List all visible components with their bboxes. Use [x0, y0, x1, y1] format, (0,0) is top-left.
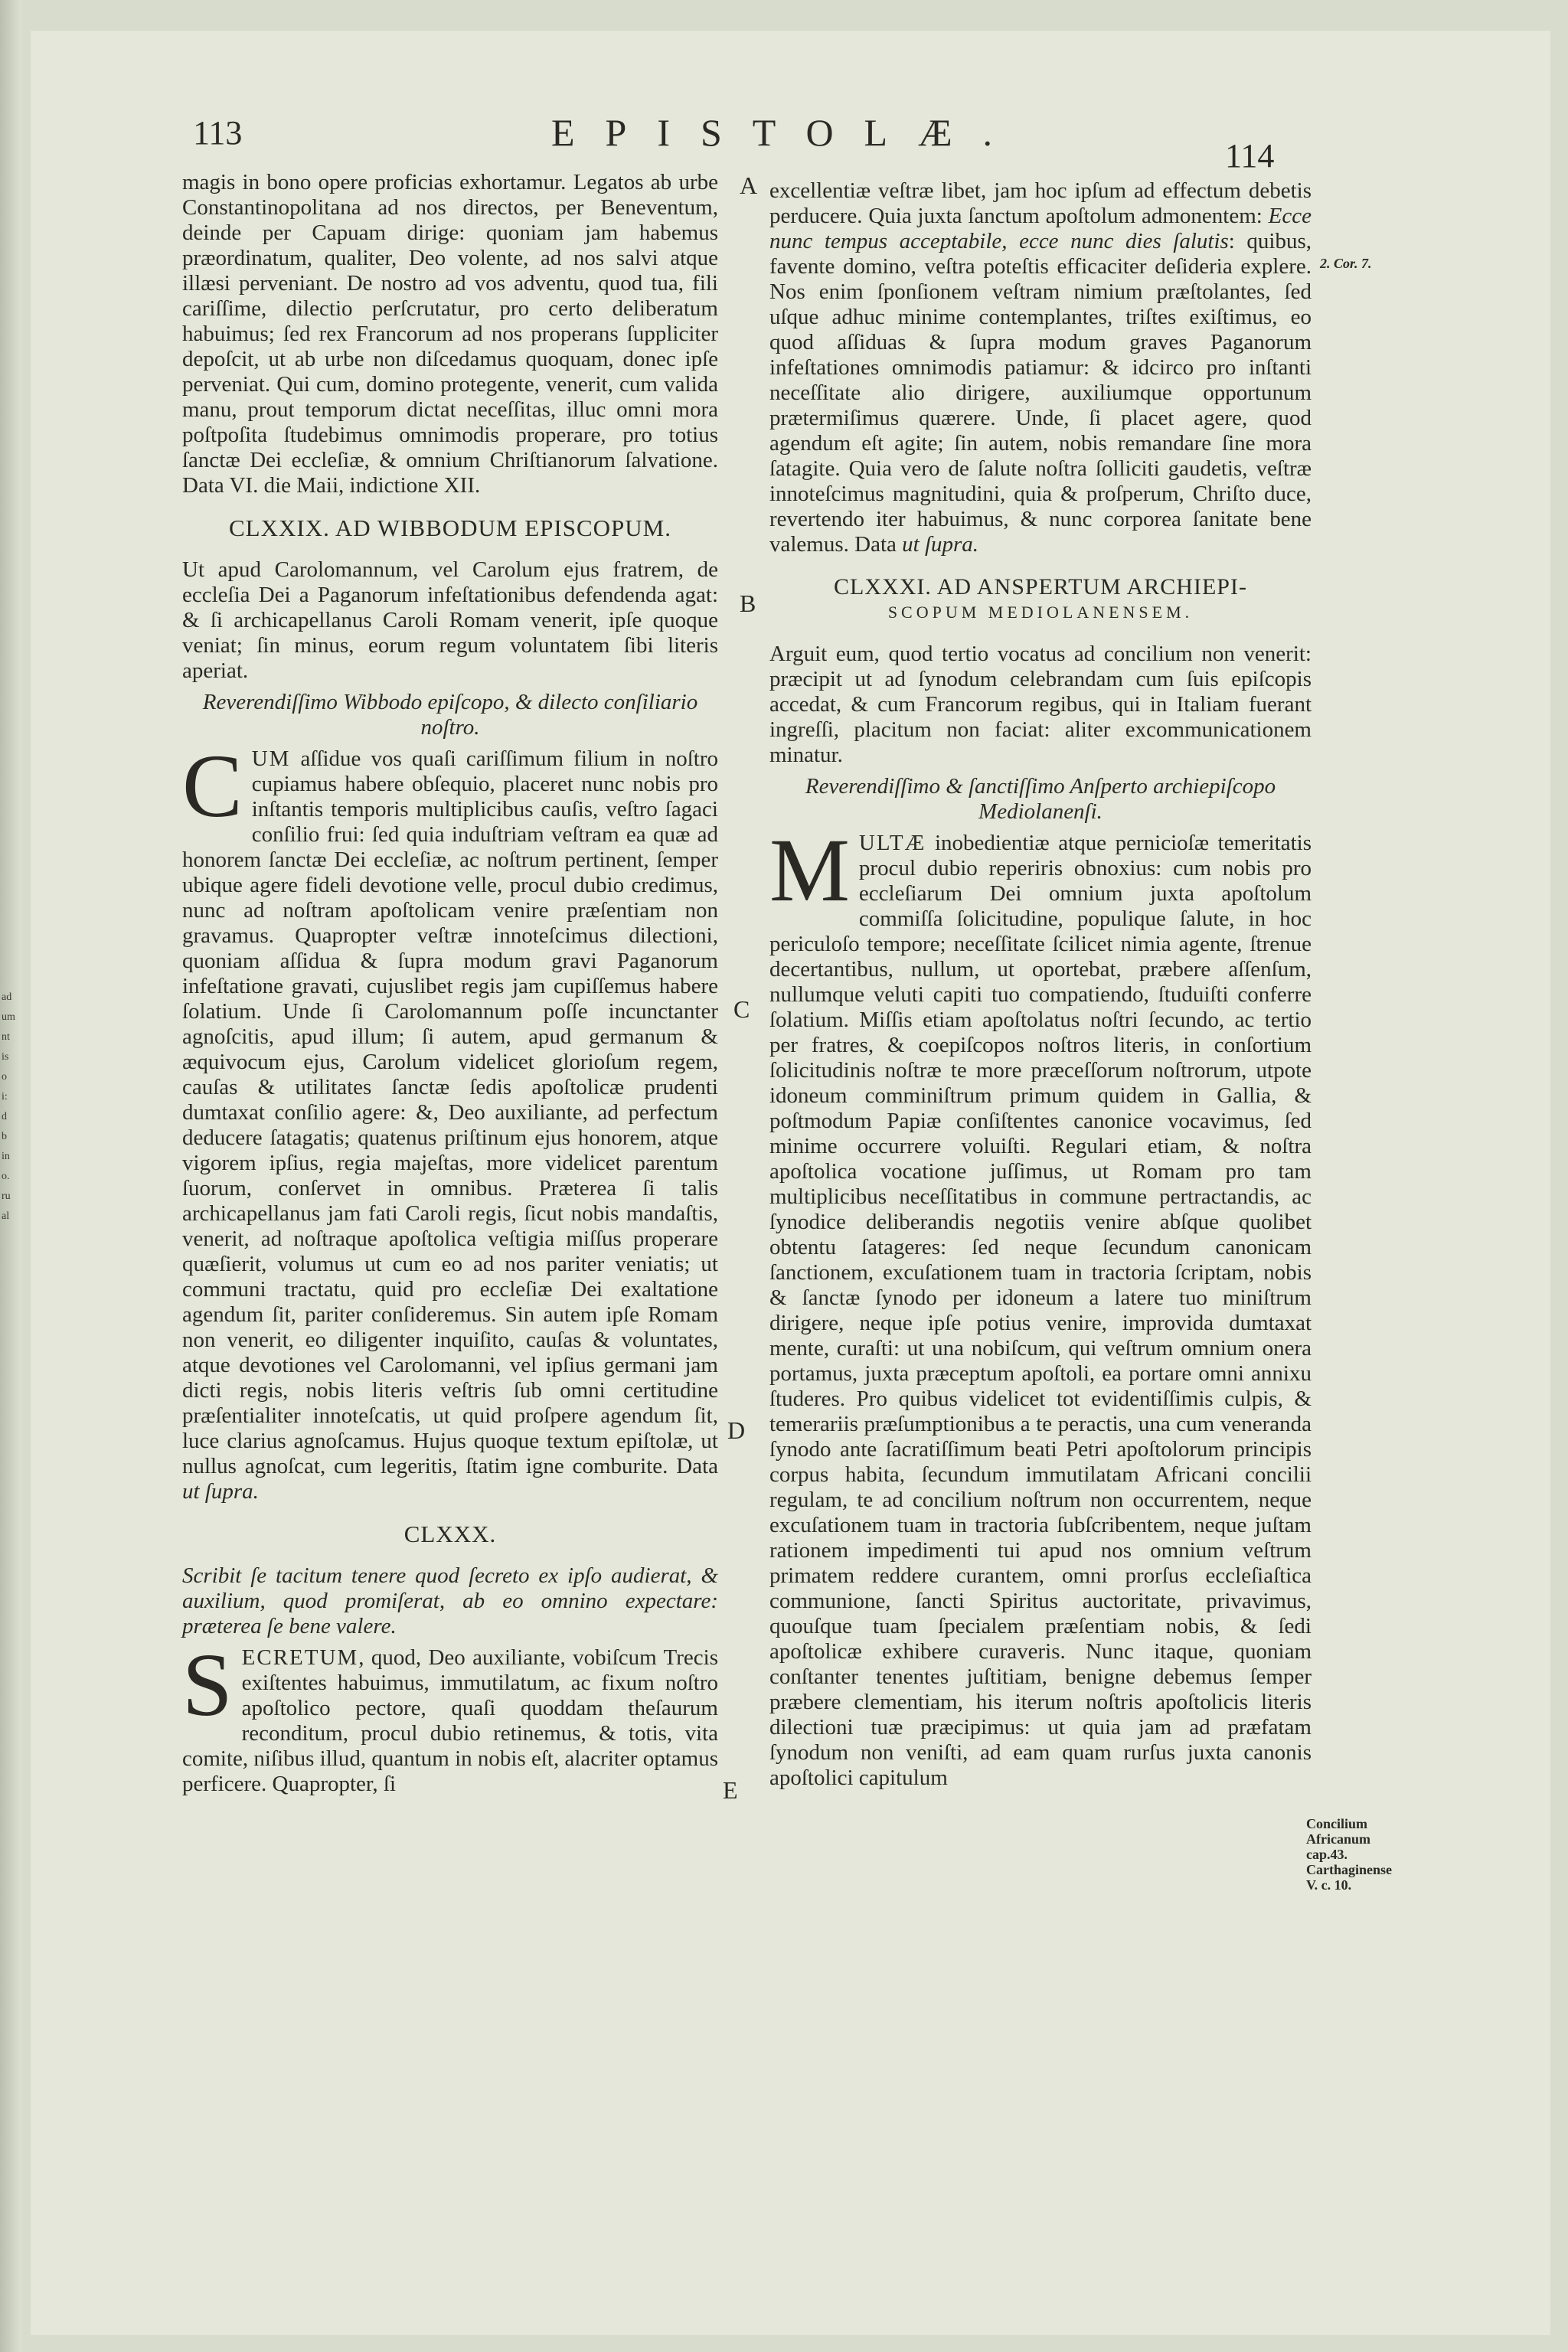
letter-180-summary: Scribit ſe tacitum tenere quod ſecreto ex ipſo audierat, & auxilium, quod promiſerat, ab eo omnino expectare: præterea ſe bene valere.: [182, 1563, 718, 1638]
section-marker-a: A: [740, 172, 758, 199]
body-text: , quod, Deo auxiliante, vobiſcum Trecis exiſtentes habuimus, immutilatum, ac fixum noſtro apoſtolico pectore, quaſi quoddam theſaurum reconditum, procul dubio retinemus, & totis, vita comite, niſibus illud, quantum in nobis eſt, alacriter optamus perficere. Quapropter, ſi: [182, 1645, 718, 1796]
letter-181-body: [769, 820, 1312, 1791]
body-text: excellentiæ veſtræ libet, jam hoc ipſum ad effectum debetis perducere. Quia juxta ſanctum apoſtolum admonentem:: [769, 178, 1312, 228]
facing-page-fragments: [2, 988, 18, 1227]
page-number-right: 114: [1225, 137, 1275, 175]
section-marker-e: E: [723, 1776, 738, 1804]
data-ut-supra: ut ſupra.: [902, 532, 979, 557]
section-marker-c: C: [733, 995, 750, 1023]
page-header: [0, 106, 1568, 175]
fragment: in: [2, 1151, 10, 1162]
letter-178-closing: magis in bono opere proficias exhortamur. Legatos ab urbe Constantinopolitana ad nos directos, per Beneventum, deinde per Capuam dirige: quoniam jam habemus præordinatum, qualiter, Deo volente, ad nos salvi atque illæsi perveniant. De nostro ad vos adventu, quod tua, fili cariſſime, dilectio perſcrutatur, pro certo deliberatum habuimus; ſed rex Francorum ad nos properans ſuppliciter depoſcit, ut ab urbe non diſcedamus quoquam, donec ipſe perveniat. Qui cum, domino protegente, venerit, cum valida manu, prout temporum dictat neceſſitas, illuc omni mora poſtpoſita ſtudebimus omnimodis properare, pro totius ſanctæ Dei eccleſiæ, & omnium Chriſtianorum ſalvatione. Data VI. die Maii, indictione XII.: [182, 170, 718, 498]
section-marker-d: D: [727, 1416, 746, 1444]
lead-words: ECRETUM: [241, 1645, 359, 1670]
drop-cap: M: [769, 820, 850, 920]
section-marker-b: B: [740, 590, 756, 617]
fragment: o.: [2, 1171, 10, 1182]
running-title: EPISTOLÆ.: [551, 111, 1024, 154]
letter-181-heading: [769, 574, 1312, 625]
fragment: ru: [2, 1191, 11, 1202]
fragment: ad: [2, 991, 12, 1003]
body-text: inobedientiæ atque pernicioſæ temeritatis procul dubio reperiris obnoxius: cum nobis pro eccleſiarum Dei omnium juxta apoſtolum commiſſa ſolicitudine, populique ſalute, in hoc periculoſo tempore; neceſſitate ſcilicet nimia agente, ſtrenue decertantibus, nullum, ut oportebat, præbere aſſenſum, nullumque veluti capiti tuo compatiendo, ſtuduiſti conferre ſolatium. Miſſis etiam apoſtolatus noſtri ſecundo, ac tertio per fratres, & coepiſcopos noſtros literis, in conſortium ſolicitudinis noſtræ te more præceſſorum noſtrorum, utpote idoneum comminiſtrum primum quidem in Gallia, & poſtmodum Papiæ conſiſtentes canonice vocavimus, ſed minime occurrere voluiſti. Regulari etiam, & noſtra apoſtolica vocatione juſſimus, ut Romam pro tam multiplicibus neceſſitatibus in commune pertractandis, ac ſynodice deliberandis negotiis venire abſque quolibet obtentu ſatageres: ſed neque ſecundum canonicam ſanctionem, excuſationem tuam in tractoria ſcriptam, nobis & ſanctæ ſynodo per idoneum a latere tuo miniſtrum dirigere, neque ipſe potius venire, improvida dumtaxat mente, curaſti: ut una nobiſcum, qui veſtrum omnium onera portamus, juxta præceptum apoſtoli, ea portare omni annixu ſtuderes. Pro quibus videlicet tot evidentiſſimis culpis, & temerariis præſumptionibus a te peractis, una cum veneranda ſynodo ante ſacratiſſimum beati Petri apoſtolorum principis corpus habita, ſecundum immutilatam Africani concilii regulam, te ad concilium noſtrum non occurrentem, neque excuſationem tuam in tractoria ſubſcribentem, neque juſtam rationem impedimenti tui apud nos omnium veſtrum primatem reddere curantem, omni prorſus eccleſiaſtica communione, ſancti Spiritus auctoritate, privavimus, quouſque tuam ſpecialem præſentiam nobis, & ſedi apoſtolicæ exhibere curaveris. Nunc itaque, quoniam conſtanter tenentes juſtitiam, benigne debemus ſemper præbere clementiam, his iterum noſtris apoſtolicis literis dilectioni tuæ præcipimus: ut quia jam ad præfatam ſynodum non veniſti, ad eam quam rurſus juxta canonis apoſtolici capitulum: [769, 831, 1312, 1790]
side-note-cor: 2. Cor. 7.: [1320, 256, 1372, 271]
fragment: is: [2, 1051, 9, 1063]
fragment: al: [2, 1210, 10, 1222]
heading-line: CLXXXI. AD ANSPERTUM ARCHIEPI-: [834, 574, 1247, 599]
letter-179-body: [182, 736, 718, 1504]
letter-179-address: Reverendiſſimo Wibbodo epiſcopo, & dilecto conſiliario noſtro.: [202, 690, 698, 740]
fragment: um: [2, 1011, 15, 1023]
drop-cap: S: [182, 1635, 233, 1735]
scripture-quote: Ecce nunc tempus acceptabile, ecce nunc dies ſalutis: [769, 204, 1312, 253]
letter-181-address: Reverendiſſimo & ſanctiſſimo Anſperto archiepiſcopo Mediolanenſi.: [805, 774, 1276, 824]
body-text: : quibus, favente domino, veſtra poteſtis efficaciter deſideria explere. Nos enim ſponſionem veſtram nimium præſtolantes, ſed uſque adhuc minime contemplantes, triſtes exiſtimus, eo quod aſſiduas & ſupra modum graves Paganorum infeſtationes omnimodis patiamur: & idcirco pro inſtanti neceſſitate alio dirigere, auxiliumque opportunum prætermiſimus quærere. Unde, ſi placet agere, quod agendum eſt agite; ſin autem, nobis remandare ſine mora ſatagite. Quia vero de ſalute noſtra ſolliciti gaudetis, veſtræ innoteſcimus magnitudini, quia & proſperum, Chriſto duce, revertendo iter habuimus, & nunc corporea ſanitate bene valemus. Data: [769, 229, 1312, 557]
page-number-left: 113: [193, 114, 243, 152]
lead-words: UM: [251, 746, 291, 771]
letter-179-summary: Ut apud Carolomannum, vel Carolum ejus fratrem, de eccleſia Dei a Paganorum infeſtationibus defendenda agat: & ſi archicapellanus Caroli Romam venerit, ipſe quoque veniat; ſin minus, eorum regum voluntatem ſibi literis aperiat.: [182, 557, 718, 683]
left-column: [182, 170, 718, 1803]
lead-words: ULTÆ: [858, 831, 926, 855]
letter-181-summary: Arguit eum, quod tertio vocatus ad concilium non venerit: præcipit ut ad ſynodum celebrandam cum ſuis epiſcopis accedat, & cum Francorum regibus, qui in Italiam fuerant ingreſſi, placitum non faciat: aliter excommunicationem minatur.: [769, 642, 1312, 767]
fragment: b: [2, 1131, 7, 1142]
fragment: i:: [2, 1091, 8, 1102]
fragment: o: [2, 1071, 7, 1083]
letter-180-body: [182, 1635, 718, 1797]
data-ut-supra: ut ſupra.: [182, 1479, 259, 1504]
letter-180-continuation: [769, 178, 1312, 557]
letter-180-heading: CLXXX.: [403, 1521, 497, 1547]
side-note-concilium: Concilium Africanum cap.43. Carthaginense V. c. 10.: [1306, 1816, 1392, 1893]
right-column: [769, 178, 1312, 1797]
body-text: aſſidue vos quaſi cariſſimum filium in noſtro cupiamus habere obſequio, placeret nunc nobis pro inſtantis temporis multiplicibus cauſis, veſtro ſagaci conſilio frui: ſed quia induſtriam veſtram ea quæ ad honorem ſanctæ Dei eccleſiæ, ac noſtrum pertinent, ſemper ubique agere fideli devotione velle, procul dubio credimus, nunc ad noſtram apoſtolicam venire præſentiam non gravamus. Quapropter veſtræ innoteſcimus dilectioni, quoniam aſſidua & ſupra modum gravi Paganorum infeſtatione gravati, cujuslibet regis jam cupiſſemus habere ſolatium. Unde ſi Carolomannum poſſe incunctanter agnoſcitis, apud illum; ſi autem, apud germanum & æquivocum ejus, Carolum videlicet glorioſum regem, cauſas & utilitates ſanctæ ſedis apoſtolicæ prudenti dumtaxat conſilio agere: &, Deo auxiliante, ad perfectum deducere ſatagatis; quatenus priſtinum ejus honorem, atque vigorem ipſius, regia majeſtas, more videlicet parentum ſuorum, conſervet in omnibus. Præterea ſi talis archicapellanus jam fati Caroli regis, ſicut nobis mandaſtis, venerit, ad noſtraque apoſtolica veſtigia miſſus properare quæſierit, volumus ut cum eo ad nos pariter veniatis; ut communi tractatu, quid pro eccleſiæ Dei exaltatione agendum ſit, pariter conſideremus. Sin autem ipſe Romam non venerit, eo diligenter inquiſito, cauſas & voluntates, atque devotiones vel Carolomanni, vel ipſius germani jam dicti regis, nobis literis veſtris ſub omni certitudine præſentialiter innoteſcatis, ut quid proſpere agendum ſit, luce clarius agnoſcamus. Hujus quoque textum epiſtolæ, ut nullus agnoſcat, cum legeritis, ſtatim igne comburite. Data: [182, 746, 718, 1478]
drop-cap: C: [182, 736, 243, 836]
fragment: d: [2, 1111, 7, 1122]
letter-179-heading: CLXXIX. AD WIBBODUM EPISCOPUM.: [228, 514, 671, 541]
heading-line: SCOPUM MEDIOLANENSEM.: [887, 603, 1194, 622]
fragment: nt: [2, 1031, 10, 1043]
